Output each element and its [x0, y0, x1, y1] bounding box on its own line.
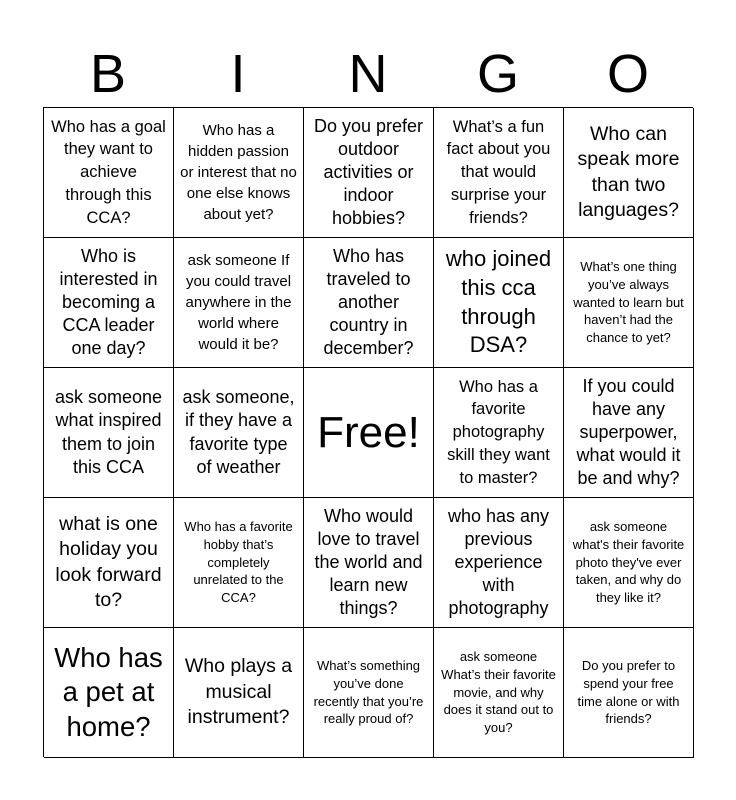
bingo-header — [43, 40, 693, 108]
bingo-cell[interactable] — [174, 238, 304, 368]
cell-text: Who has a favorite hobby that’s completely unrelated to the CCA? — [184, 519, 293, 605]
cell-text: Who has a favorite photography skill they want to master? — [447, 377, 550, 487]
free-space-text: Free! — [317, 407, 420, 457]
bingo-cell[interactable] — [304, 628, 434, 758]
bingo-cell[interactable] — [174, 628, 304, 758]
cell-text: Do you prefer to spend your free time alone or with friends? — [577, 658, 680, 727]
bingo-cell[interactable] — [44, 108, 174, 238]
header-letter-b: B — [89, 44, 127, 104]
cell-text: Who plays a musical instrument? — [184, 655, 293, 729]
cell-text: Who has a pet at home? — [54, 641, 163, 742]
bingo-cell[interactable] — [174, 498, 304, 628]
cell-text: Who would love to travel the world and learn new things? — [314, 505, 423, 619]
bingo-cell[interactable] — [434, 108, 564, 238]
cell-text: What’s a fun fact about you that would surprise your friends? — [446, 117, 551, 227]
header-letter-g: G — [476, 44, 519, 104]
cell-text: What’s one thing you’ve always wanted to learn but haven’t had the chance to yet? — [573, 259, 684, 345]
bingo-cell[interactable] — [304, 238, 434, 368]
cell-text: ask someone what inspired them to join this CCA — [54, 387, 163, 477]
bingo-cell[interactable] — [304, 498, 434, 628]
cell-text: Do you prefer outdoor activities or indoor hobbies? — [313, 115, 424, 229]
bingo-cell[interactable] — [44, 368, 174, 498]
bingo-cell[interactable] — [44, 628, 174, 758]
cell-text: who joined this cca through DSA? — [445, 246, 552, 358]
cell-text: ask someone, if they have a favorite type of weather — [182, 387, 295, 477]
bingo-cell[interactable] — [304, 108, 434, 238]
bingo-cell[interactable] — [434, 238, 564, 368]
cell-text: ask someone What’s their favorite movie, and why does it stand out to you? — [441, 649, 556, 735]
cell-text: Who can speak more than two languages? — [577, 122, 680, 221]
bingo-cell[interactable] — [434, 628, 564, 758]
header-letter-o: O — [606, 44, 649, 104]
bingo-cell[interactable] — [434, 368, 564, 498]
bingo-cell[interactable] — [564, 108, 694, 238]
cell-text: Who has a goal they want to achieve through this CCA? — [51, 117, 166, 227]
cell-text: what is one holiday you look forward to? — [55, 512, 162, 611]
cell-text: ask someone what's their favorite photo they've ever taken, and why do they like it? — [572, 519, 685, 605]
cell-text: Who is interested in becoming a CCA leader one day? — [59, 245, 158, 359]
bingo-cell[interactable] — [44, 498, 174, 628]
bingo-cell[interactable] — [564, 368, 694, 498]
cell-text: Who has a hidden passion or interest that no one else knows about yet? — [180, 122, 297, 223]
bingo-cell[interactable] — [564, 498, 694, 628]
cell-text: What’s something you’ve done recently that you’re really proud of? — [313, 658, 424, 727]
bingo-cell[interactable] — [174, 368, 304, 498]
bingo-cell[interactable] — [564, 628, 694, 758]
bingo-cell[interactable] — [434, 498, 564, 628]
bingo-cell[interactable] — [174, 108, 304, 238]
cell-text: If you could have any superpower, what would it be and why? — [576, 375, 681, 489]
header-letter-n: N — [348, 44, 388, 104]
cell-text: who has any previous experience with photography — [447, 505, 550, 619]
cell-text: Who has traveled to another country in december? — [323, 245, 414, 359]
bingo-cell[interactable] — [564, 238, 694, 368]
free-space-cell[interactable] — [304, 368, 434, 498]
bingo-board — [43, 107, 693, 757]
header-letter-i: I — [230, 44, 246, 104]
bingo-cell[interactable] — [44, 238, 174, 368]
cell-text: ask someone If you could travel anywhere in the world where would it be? — [185, 252, 292, 353]
